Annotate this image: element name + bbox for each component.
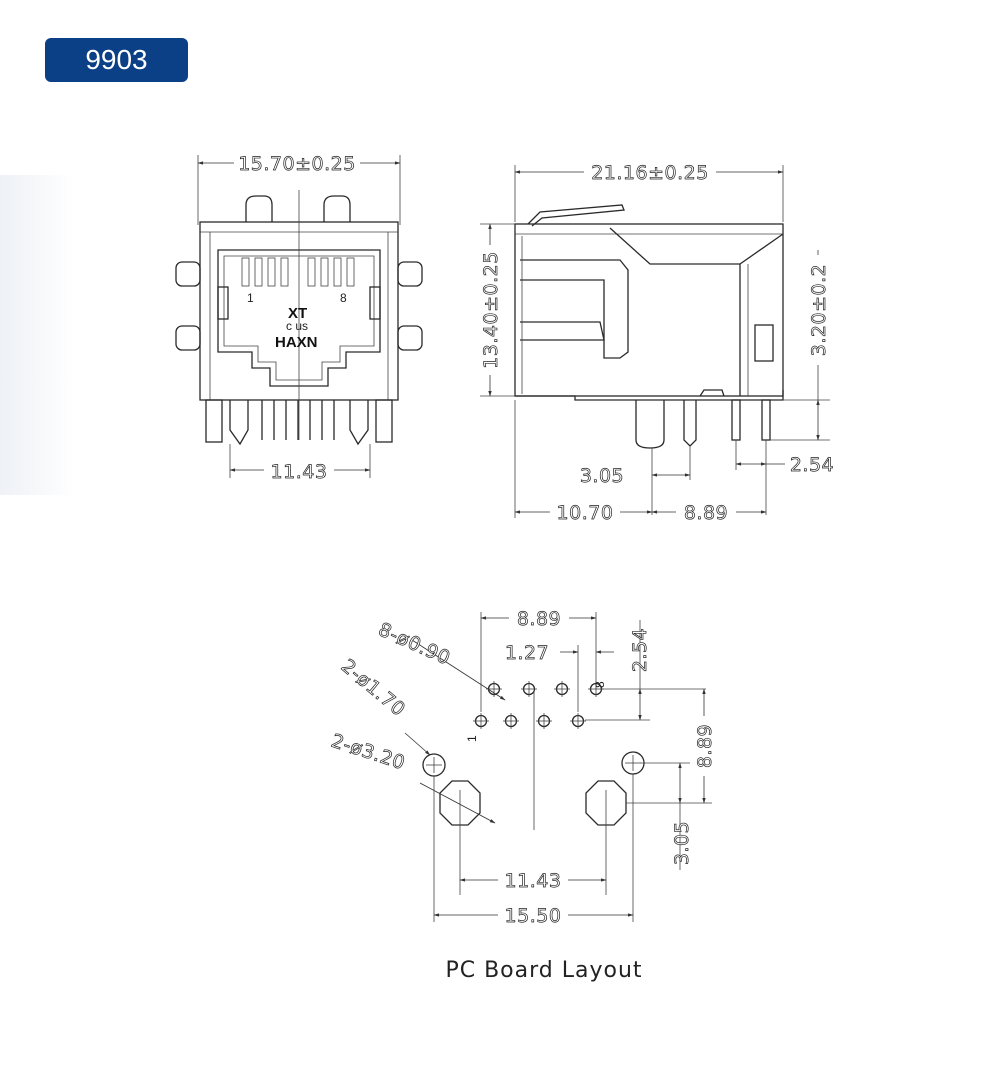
pin-eight-marker: 8 [340, 291, 347, 305]
side-front-to-post-label: 10.70 [556, 502, 614, 524]
pcb-small-holes-label: 2-ø1.70 [336, 654, 410, 721]
side-pin-length-label: 3.20±0.2 [808, 263, 830, 357]
pcb-row-span-label: 8.89 [516, 608, 562, 630]
pcb-overall-width-label: 15.50 [504, 905, 562, 927]
side-pin-pitch-label: 2.54 [789, 454, 835, 476]
pcb-vertical-span-label: 8.89 [694, 723, 716, 769]
pcb-pin-one-marker: 1 [465, 735, 479, 742]
marking-brand: HAXN [275, 334, 318, 351]
side-post-offset-label: 3.05 [579, 465, 625, 487]
pcb-pin-eight-marker: 8 [593, 681, 607, 688]
pcb-layout [328, 607, 716, 983]
pcb-mount-offset-label: 3.05 [671, 820, 693, 866]
marking-cert: c us [286, 319, 309, 333]
side-height-label: 13.40±0.25 [480, 251, 502, 369]
pcb-layout-title: PC Board Layout [445, 958, 643, 983]
side-length-label: 21.16±0.25 [591, 162, 709, 184]
pcb-pin-pitch-label: 1.27 [504, 642, 550, 664]
front-width-label: 15.70±0.25 [238, 153, 356, 175]
pcb-signal-holes-label: 8-ø0.90 [374, 618, 454, 670]
pcb-mount-span-label: 11.43 [504, 870, 562, 892]
front-pin-span-label: 11.43 [270, 461, 328, 483]
marking-code: XT [288, 305, 308, 322]
model-badge: 9903 [45, 38, 188, 82]
side-view [479, 161, 834, 524]
pcb-row-spacing-label: 2.54 [629, 627, 651, 673]
front-view [176, 152, 422, 483]
pin-one-marker: 1 [247, 291, 254, 305]
side-post-to-pin-label: 8.89 [683, 502, 729, 524]
pcb-mount-holes-label: 2-ø3.20 [328, 729, 408, 775]
